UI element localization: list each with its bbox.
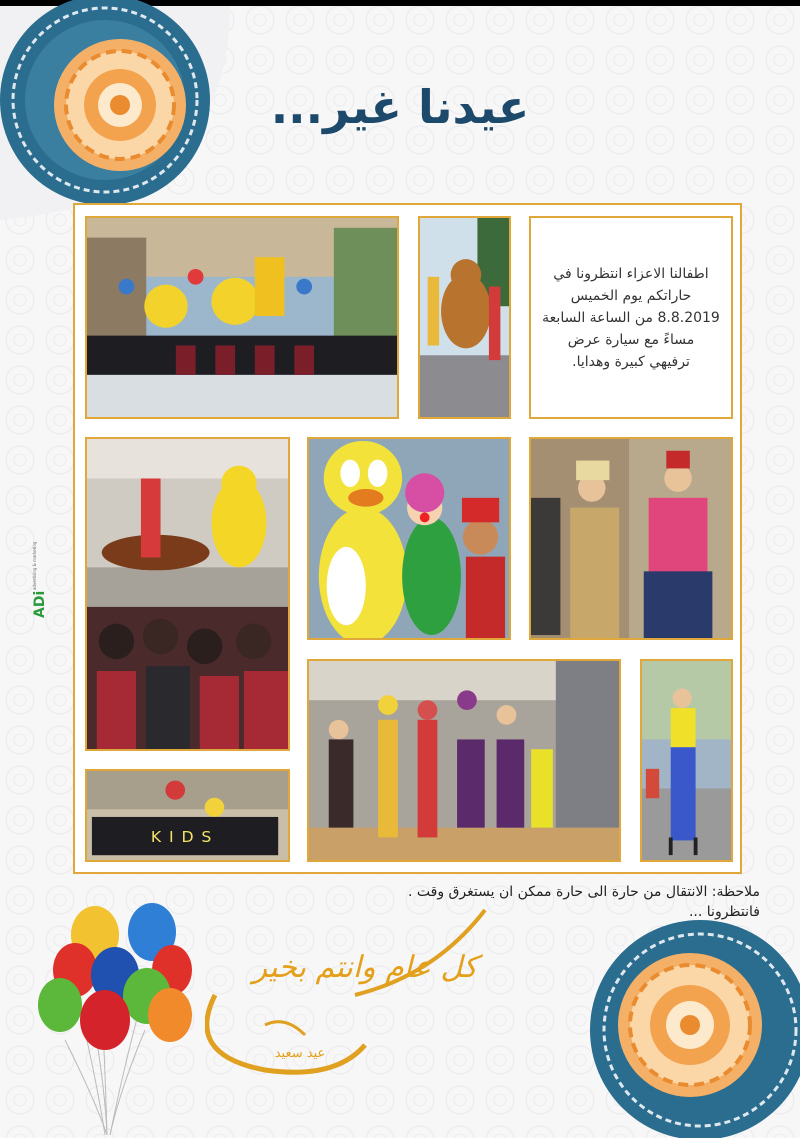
greeting-sub: عيد سعيد — [274, 1046, 326, 1061]
parade-float-photo — [85, 216, 399, 419]
announcement-line: حاراتكم يوم الخميس — [570, 287, 692, 304]
eid-greeting-calligraphy — [205, 905, 495, 1075]
street-parade-photo — [307, 659, 621, 862]
announcement-line: اطفالنا الاعزاء انتظرونا في — [553, 265, 709, 282]
note-line-1: ملاحظة: الانتقال من حارة الى حارة ممكن ان يستغرق وقت . — [408, 884, 760, 900]
pikachu-dancer-photo — [85, 437, 290, 751]
costumed-performers-photo — [529, 437, 733, 640]
stilt-walker-photo — [640, 659, 733, 862]
logo-tagline: advertising & marketing — [32, 541, 37, 590]
mascots-clowns-photo — [307, 437, 511, 640]
logo-brand: ADi — [32, 590, 48, 618]
banner-photo — [85, 769, 290, 862]
greeting-main: كل عام وانتم بخير — [252, 950, 478, 985]
bear-mascot-photo — [418, 216, 511, 419]
announcement-line: ترفيهي كبيرة وهدايا. — [572, 353, 690, 370]
announcement-line: مساءً مع سيارة عرض — [567, 331, 695, 348]
side-company-logo — [26, 540, 52, 630]
announcement-line: 8.8.2019 من الساعة السابعة — [542, 309, 720, 326]
announcement-box — [529, 216, 733, 419]
page-title: عيدنا غير... — [270, 80, 530, 134]
balloons-decoration — [35, 900, 205, 1138]
banner-sign-text: KIDS — [150, 827, 220, 846]
announcement-text — [532, 263, 730, 373]
note-line-2: فانتظرونا ... — [688, 904, 760, 920]
